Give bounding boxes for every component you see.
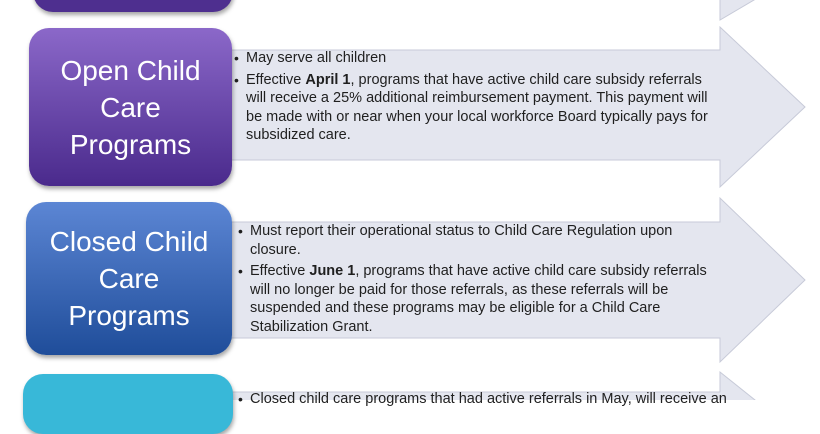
open-bullet-2: • Effective April 1, programs that have active child care subsidy referrals will receive a 25% additional reimbursement payment. This payment will be made with or near when your local workforce Board typically pays for subsidized care. [234, 71, 716, 145]
open-child-care-box [29, 28, 232, 186]
closed-bullet-list [238, 222, 720, 339]
partial-bottom-box [23, 374, 233, 434]
open-box-title-line-2: Care [100, 91, 161, 123]
open-box-title-line-1: Open Child [60, 54, 201, 86]
open-bullet-list [234, 49, 716, 148]
closed-child-care-box [26, 202, 232, 355]
closed-bullet-2: • Effective June 1, programs that have active child care subsidy referrals will no longer be paid for those referrals, as these referrals will be suspended and these programs may be eligible for a Child Care Stabilization Grant. [238, 262, 720, 336]
partial-bullet-1: • Closed child care programs that had active referrals in May, will receive an [238, 390, 728, 409]
closed-effective-date: June 1 [309, 263, 356, 279]
open-effective-date: April 1 [305, 71, 351, 88]
open-bullet-1: • May serve all children [234, 49, 716, 68]
open-box-title-line-3: Programs [69, 128, 192, 160]
closed-box-title-line-2: Care [98, 263, 160, 294]
closed-box-title-line-3: Programs [68, 300, 190, 331]
closed-box-title-line-1: Closed Child [49, 226, 209, 257]
closed-bullet-1: • Must report their operational status to Child Care Regulation upon closure. [238, 222, 720, 259]
partial-bullet-list [238, 390, 728, 412]
arrow-shape-top [230, 0, 805, 20]
partial-top-box [33, 0, 233, 12]
